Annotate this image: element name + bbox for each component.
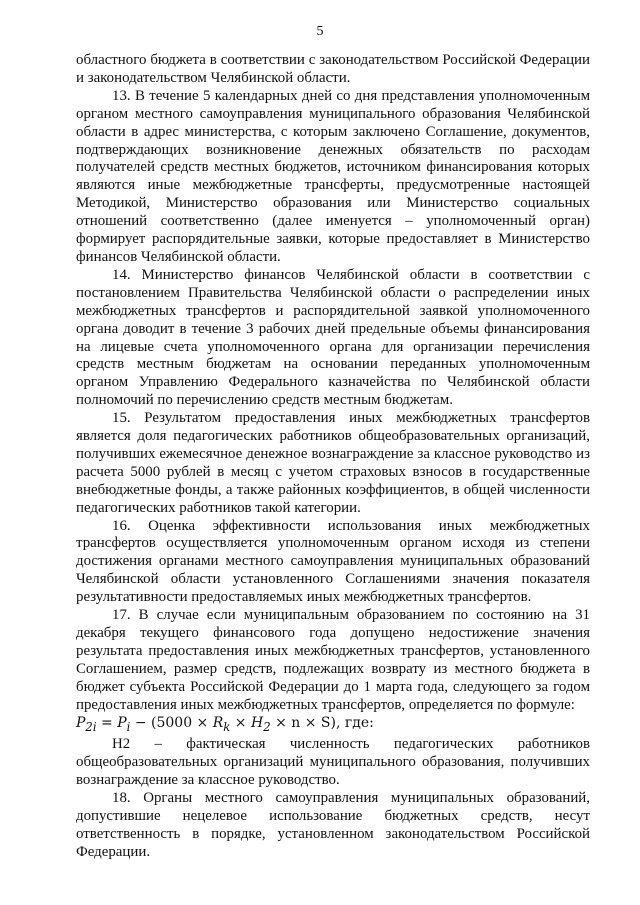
formula-h: H	[251, 714, 264, 731]
formula-mid: − (5000 ×	[130, 714, 213, 731]
h2-definition: Н2 – фактическая численность педагогических работников общеобразовательных организаций муниципального образования, получивших вознаграждение за классное руководство.	[76, 736, 590, 789]
document-body	[76, 52, 590, 862]
paragraph-13: 13. В течение 5 календарных дней со дня представления уполномоченным органом местного самоуправления муниципального образования Челябинской области в адрес министерства, с которым заключено Соглашение, документов, подтверждающих возникновение денежных обязательств по расходам получателей средств местных бюджетов, источником финансирования которых являются иные межбюджетные трансферты, предусмотренные настоящей Методикой, Министерство образования или Министерство социальных отношений соответственно (далее именуется – уполномоченный орган) формирует распорядительные заявки, которые предоставляет в Министерство финансов Челябинской области.	[76, 87, 590, 265]
formula-lhs-sub: 2i	[85, 719, 97, 734]
paragraph-14: 14. Министерство финансов Челябинской области в соответствии с постановлением Правительства Челябинской области о распределении иных межбюджетных трансфертов и распорядительной заявкой уполномоченного органа доводит в течение 3 рабочих дней предельные объемы финансирования на лицевые счета уполномоченного органа для организации перечисления средств местным бюджетам на основании переданных уполномоченным органом Управлению Федерального казначейства по Челябинской области полномочий по перечислению средств местным бюджетам.	[76, 266, 590, 409]
formula-eq: =	[96, 714, 118, 731]
formula-rk-sub: k	[223, 719, 231, 734]
paragraph-16: 16. Оценка эффективности использования иных межбюджетных трансфертов осуществляется уполномоченным органом исходя из степени достижения органами местного самоуправления муниципальных образований Челябинской области установленного Соглашениями значения показателя результативности предоставляемых иных межбюджетных трансфертов.	[76, 517, 590, 606]
formula-tail: × n × S)	[270, 714, 336, 731]
formula-pi-sub: i	[126, 719, 131, 734]
paragraph-17: 17. В случае если муниципальным образованием по состоянию на 31 декабря текущего финансового года допущено недостижение значения результата предоставления иных межбюджетных трансфертов, установленного Соглашением, размер средств, подлежащих возврату из местного бюджета в бюджет субъекта Российской Федерации до 1 марта года, следующего за годом предоставления иных межбюджетных трансфертов, определяется по формуле:	[76, 607, 590, 713]
formula-suffix: , где:	[335, 714, 374, 731]
formula-pi: P	[117, 714, 127, 731]
paragraph-15: 15. Результатом предоставления иных межбюджетных трансфертов является доля педагогических работников общеобразовательных организаций, получивших ежемесячное денежное вознаграждение за классное руководство из расчета 5000 рублей в месяц с учетом страховых взносов в государственные внебюджетные фонды, а также районных коэффициентов, в общей численности педагогических работников такой категории.	[76, 410, 590, 516]
page-number: 5	[316, 24, 324, 39]
refund-formula	[76, 715, 590, 737]
formula-times: ×	[230, 714, 251, 731]
paragraph-12-continuation: областного бюджета в соответствии с законодательством Российской Федерации и законодательством Челябинской области.	[76, 52, 590, 86]
formula-rk: R	[212, 714, 224, 731]
formula-lhs: P	[76, 714, 86, 731]
paragraph-18: 18. Органы местного самоуправления муниципальных образований, допустившие нецелевое использование бюджетных средств, несут ответственность в порядке, установленном законодательством Российской Федерации.	[76, 789, 590, 860]
formula-h-sub: 2	[263, 719, 271, 734]
